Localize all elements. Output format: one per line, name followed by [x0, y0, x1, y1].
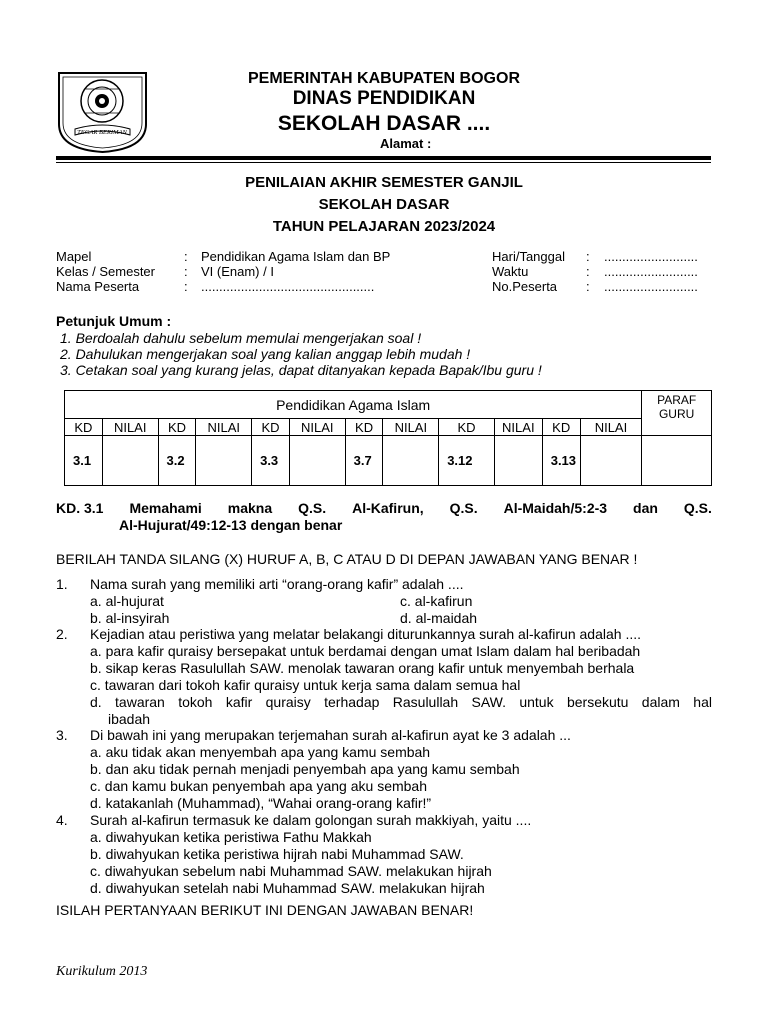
- school-name: SEKOLAH DASAR ....: [277, 112, 491, 135]
- kd-value: 3.3: [252, 436, 290, 486]
- subject-value: Pendidikan Agama Islam dan BP: [201, 249, 391, 264]
- kd-header: KD: [439, 419, 495, 436]
- essay-instruction: ISILAH PERTANYAAN BERIKUT INI DENGAN JAWABAN BENAR!: [56, 902, 474, 918]
- paraf-cell[interactable]: [642, 436, 712, 486]
- nilai-cell[interactable]: [289, 436, 345, 486]
- option-a[interactable]: a. diwahyukan ketika peristiwa Fathu Makkah: [90, 829, 372, 845]
- option-a[interactable]: a. aku tidak akan menyembah apa yang kamu sembah: [90, 744, 431, 760]
- kd-header: KD: [158, 419, 196, 436]
- nilai-header: NILAI: [494, 419, 542, 436]
- option-b[interactable]: b. diwahyukan ketika peristiwa hijrah nabi Muhammad SAW.: [90, 846, 464, 862]
- nilai-header: NILAI: [383, 419, 439, 436]
- option-d[interactable]: d. tawaran tokoh kafir quraisy terhadap Rasulullah SAW. untuk bersekutu dalam hal: [90, 694, 712, 710]
- question-text: Surah al-kafirun termasuk ke dalam golongan surah makkiyah, yaitu ....: [90, 812, 532, 828]
- class-value: VI (Enam) / I: [201, 264, 274, 279]
- question-1: 1. Nama surah yang memiliki arti “orang-orang kafir” adalah .... a. al-hujurat b. al-insyirah c. al-kafirun d. al-maidah: [56, 576, 478, 626]
- office-name: DINAS PENDIDIKAN: [292, 88, 476, 109]
- nilai-cell[interactable]: [383, 436, 439, 486]
- nilai-cell[interactable]: [102, 436, 158, 486]
- instructions-title: Petunjuk Umum :: [56, 313, 172, 329]
- nilai-cell[interactable]: [494, 436, 542, 486]
- option-b[interactable]: b. dan aku tidak pernah menjadi penyembah apa yang kamu sembah: [90, 761, 520, 777]
- exam-level: SEKOLAH DASAR: [318, 196, 450, 213]
- question-text: Kejadian atau peristiwa yang melatar belakangi diturunkannya surah al-kafirun adalah ....: [90, 626, 642, 642]
- logo-motto: TEGAR BERIMAN: [77, 129, 127, 136]
- kd-value: 3.12: [439, 436, 495, 486]
- curriculum-footer: Kurikulum 2013: [56, 964, 148, 979]
- nilai-cell[interactable]: [196, 436, 252, 486]
- participant-number-field[interactable]: ..........................: [604, 279, 698, 294]
- option-c[interactable]: c. tawaran dari tokoh kafir quraisy untuk kerja sama dalam semua hal: [90, 677, 521, 693]
- nilai-cell[interactable]: [580, 436, 642, 486]
- kd-header: KD: [345, 419, 383, 436]
- question-text: Nama surah yang memiliki arti “orang-orang kafir” adalah ....: [90, 576, 464, 592]
- address-label: Alamat :: [380, 136, 432, 151]
- header-divider: [56, 156, 711, 160]
- nilai-header: NILAI: [289, 419, 345, 436]
- option-a[interactable]: a. al-hujurat: [90, 593, 164, 609]
- option-d[interactable]: d. al-maidah: [400, 610, 478, 626]
- kd-header: KD: [252, 419, 290, 436]
- option-d[interactable]: d. katakanlah (Muhammad), “Wahai orang-orang kafir!”: [90, 795, 432, 811]
- option-b[interactable]: b. sikap keras Rasulullah SAW. menolak tawaran orang kafir untuk menyembah berhala: [90, 660, 635, 676]
- option-d[interactable]: d. diwahyukan setelah nabi Muhammad SAW. melakukan hijrah: [90, 880, 485, 896]
- nilai-header: NILAI: [196, 419, 252, 436]
- header-divider-thin: [56, 162, 711, 163]
- kd-statement-line2: Al-Hujurat/49:12-13 dengan benar: [119, 517, 343, 533]
- nilai-header: NILAI: [580, 419, 642, 436]
- question-text: Di bawah ini yang merupakan terjemahan surah al-kafirun ayat ke 3 adalah ...: [90, 727, 571, 743]
- option-c[interactable]: c. diwahyukan sebelum nabi Muhammad SAW. melakukan hijrah: [90, 863, 492, 879]
- question-3: 3. Di bawah ini yang merupakan terjemahan surah al-kafirun ayat ke 3 adalah ... a. aku tidak akan menyembah apa yang kamu sembah b. dan aku tidak pernah menjadi penyembah apa yang kamu sembah c. dan kamu bukan penyembah apa yang aku sembah d. katakanlah (Muhammad), “Wahai orang-orang kafir!”: [56, 727, 571, 811]
- kd-header: KD: [65, 419, 103, 436]
- kd-value: 3.13: [542, 436, 580, 486]
- student-name-field[interactable]: ................................................: [201, 279, 375, 294]
- option-b[interactable]: b. al-insyirah: [90, 610, 170, 626]
- question-2: 2. Kejadian atau peristiwa yang melatar belakangi diturunkannya surah al-kafirun adalah .... a. para kafir quraisy bersepakat untuk berdamai dengan umat Islam dalam hal beribadah b. sikap keras Rasulullah SAW. menolak tawaran orang kafir untuk menyembah berhala c. tawaran dari tokoh kafir quraisy untuk kerja sama dalam semua hal d. tawaran tokoh kafir quraisy terhadap Rasulullah SAW. untuk bersekutu dalam hal ibadah: [56, 626, 712, 727]
- kd-statement: [56, 500, 712, 533]
- kd-value: 3.1: [65, 436, 103, 486]
- instruction-item: 3. Cetakan soal yang kurang jelas, dapat ditanyakan kepada Bapak/Ibu guru !: [60, 362, 542, 378]
- option-d-continuation: ibadah: [108, 711, 151, 727]
- time-field[interactable]: ..........................: [604, 264, 698, 279]
- instruction-item: 2. Dahulukan mengerjakan soal yang kalian anggap lebih mudah !: [60, 346, 471, 362]
- score-table: [64, 390, 712, 486]
- subject-header: Pendidikan Agama Islam: [65, 391, 642, 419]
- option-c[interactable]: c. al-kafirun: [400, 593, 473, 609]
- kd-header: KD: [542, 419, 580, 436]
- academic-year: TAHUN PELAJARAN 2023/2024: [272, 218, 496, 235]
- option-c[interactable]: c. dan kamu bukan penyembah apa yang aku sembah: [90, 778, 428, 794]
- option-a[interactable]: a. para kafir quraisy bersepakat untuk berdamai dengan umat Islam dalam hal beribadah: [90, 643, 641, 659]
- question-4: 4. Surah al-kafirun termasuk ke dalam golongan surah makkiyah, yaitu .... a. diwahyukan ketika peristiwa Fathu Makkah b. diwahyukan ketika peristiwa hijrah nabi Muhammad SAW. c. diwahyukan sebelum nabi Muhammad SAW. melakukan hijrah d. diwahyukan setelah nabi Muhammad SAW. melakukan hijrah: [56, 812, 532, 896]
- kd-statement-line1: KD. 3.1 Memahami makna Q.S. Al-Kafirun, Q.S. Al-Maidah/5:2-3 dan Q.S.: [56, 500, 712, 516]
- kd-value: 3.7: [345, 436, 383, 486]
- exam-title: PENILAIAN AKHIR SEMESTER GANJIL: [245, 174, 523, 191]
- kd-value: 3.2: [158, 436, 196, 486]
- multiple-choice-instruction: BERILAH TANDA SILANG (X) HURUF A, B, C ATAU D DI DEPAN JAWABAN YANG BENAR !: [56, 551, 638, 567]
- instruction-item: 1. Berdoalah dahulu sebelum memulai mengerjakan soal !: [60, 330, 422, 346]
- government-name: PEMERINTAH KABUPATEN BOGOR: [248, 70, 520, 87]
- date-field[interactable]: ..........................: [604, 249, 698, 264]
- paraf-header: PARAF GURU: [642, 391, 712, 436]
- nilai-header: NILAI: [102, 419, 158, 436]
